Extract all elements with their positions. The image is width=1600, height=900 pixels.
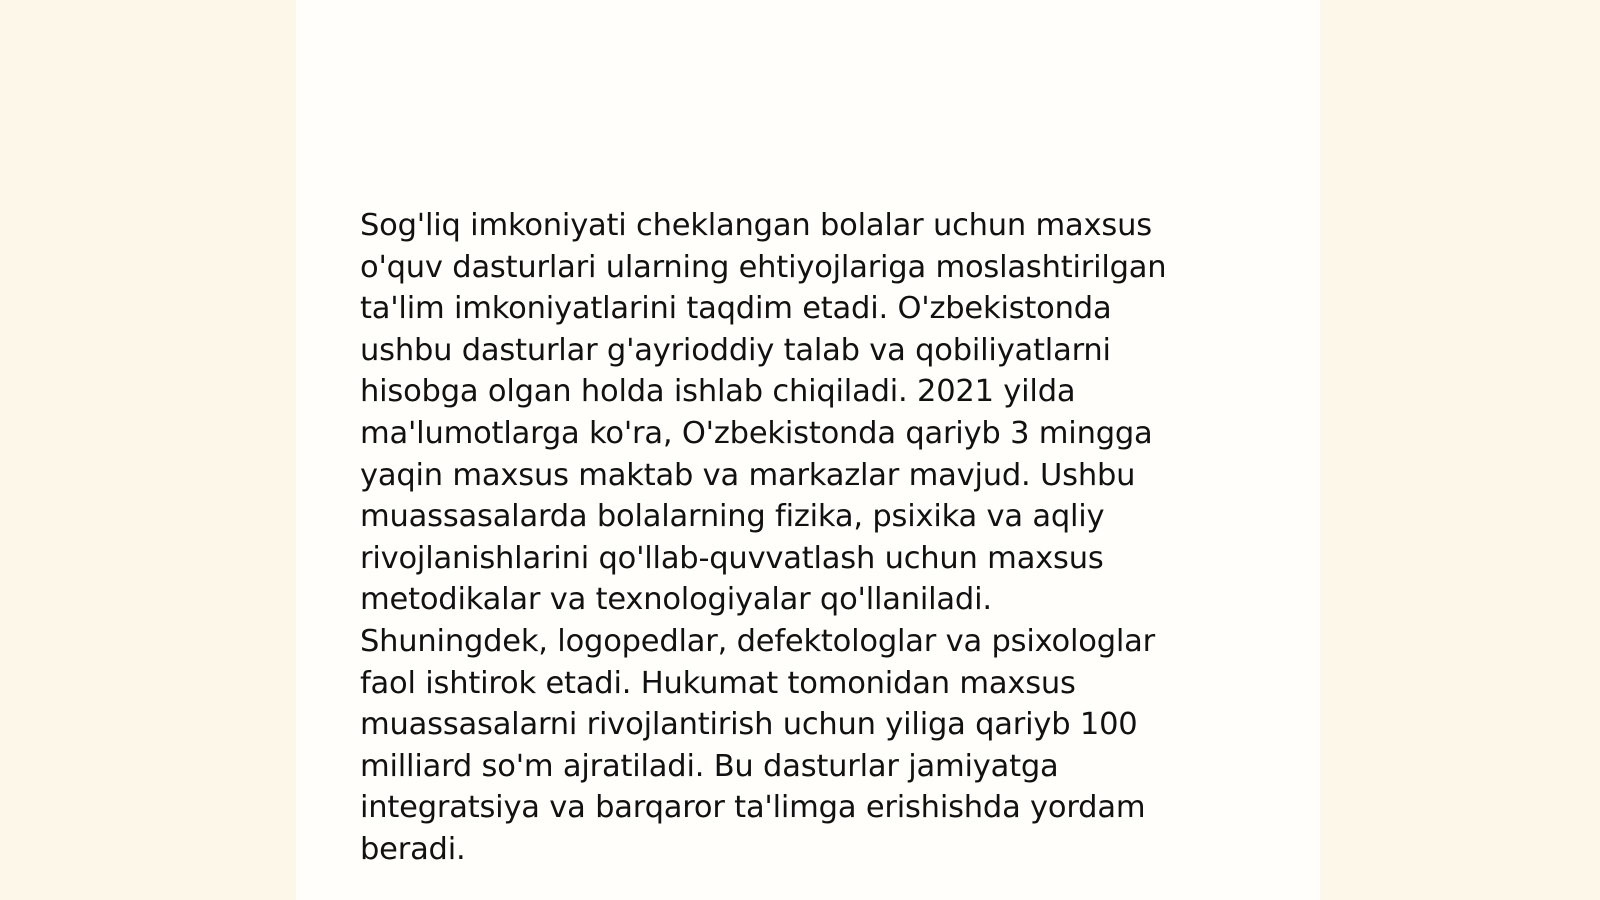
text-line: ta'lim imkoniyatlarini taqdim etadi. O'zbekistonda <box>360 291 1112 327</box>
text-line: ma'lumotlarga ko'ra, O'zbekistonda qariyb 3 mingga <box>360 415 1153 451</box>
text-line: ushbu dasturlar g'ayrioddiy talab va qobiliyatlarni <box>360 332 1111 368</box>
text-line: muassasalarda bolalarning fizika, psixika va aqliy <box>360 499 1105 535</box>
text-line: Sog'liq imkoniyati cheklangan bolalar uchun maxsus <box>360 208 1152 243</box>
text-line: muassasalarni rivojlantirish uchun yiliga qariyb 100 <box>360 707 1138 743</box>
text-line: Shuningdek, logopedlar, defektologlar va psixologlar <box>360 623 1155 659</box>
text-line: o'quv dasturlari ularning ehtiyojlariga moslashtirilgan <box>360 249 1167 285</box>
text-line: yaqin maxsus maktab va markazlar mavjud. Ushbu <box>360 457 1136 493</box>
text-line: integratsiya va barqaror ta'limga erishishda yordam <box>360 790 1146 826</box>
body-paragraph <box>360 205 1260 871</box>
text-line: milliard so'm ajratiladi. Bu dasturlar jamiyatga <box>360 748 1059 784</box>
text-line: rivojlanishlarini qo'llab-quvvatlash uchun maxsus <box>360 540 1104 576</box>
text-line: faol ishtirok etadi. Hukumat tomonidan maxsus <box>360 665 1076 701</box>
text-line: beradi. <box>360 831 466 867</box>
document-page <box>296 0 1320 900</box>
text-line: metodikalar va texnologiyalar qo'llaniladi. <box>360 582 992 618</box>
text-line: hisobga olgan holda ishlab chiqiladi. 2021 yilda <box>360 374 1076 410</box>
